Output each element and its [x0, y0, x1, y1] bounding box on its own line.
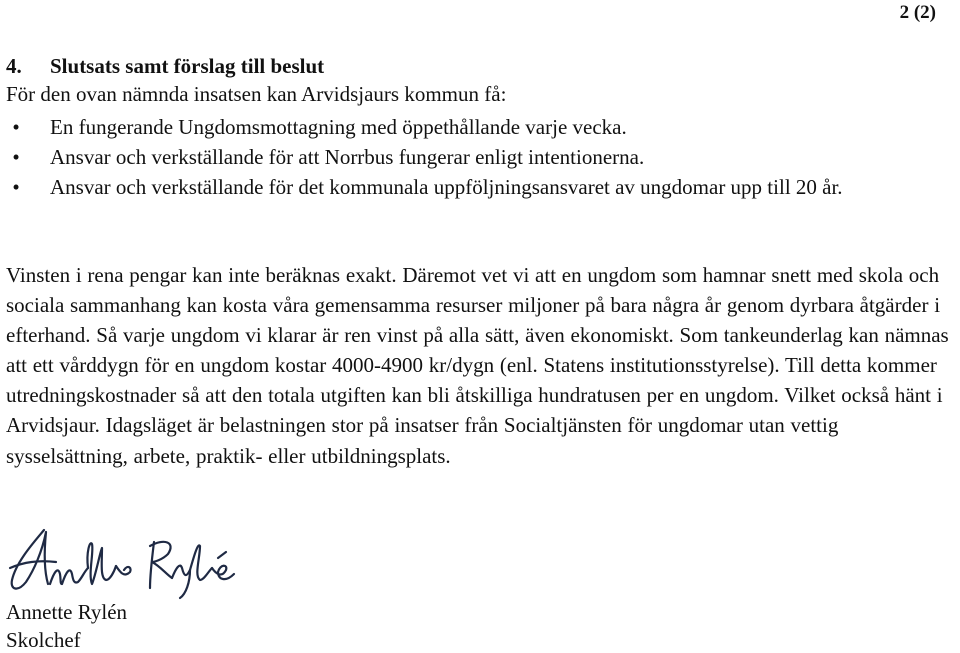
- bullet-list: [6, 112, 946, 202]
- bullet-item: [6, 142, 946, 172]
- intro-text: För den ovan nämnda insatsen kan Arvidsjaurs kommun få:: [6, 82, 507, 106]
- page-number: 2 (2): [899, 2, 936, 23]
- section-title: Slutsats samt förslag till beslut: [50, 54, 325, 78]
- section-number: 4.: [6, 54, 22, 78]
- signatory-title: Skolchef: [6, 628, 81, 652]
- bullet-text: Ansvar och verkställande för det kommunala uppföljningsansvaret av ungdomar upp till 20 år.: [50, 175, 843, 199]
- section-heading: [6, 54, 324, 79]
- bullet-item: [6, 112, 946, 142]
- bullet-icon: •: [12, 145, 20, 169]
- handwritten-signature: [4, 522, 244, 600]
- signatory-name: Annette Rylén: [6, 600, 128, 624]
- bullet-icon: •: [12, 115, 20, 139]
- bullet-text: Ansvar och verkställande för att Norrbus fungerar enligt intentionerna.: [50, 145, 645, 169]
- bullet-item: [6, 172, 946, 202]
- bullet-icon: •: [12, 175, 20, 199]
- bullet-text: En fungerande Ungdomsmottagning med öppethållande varje vecka.: [50, 115, 627, 139]
- body-paragraph: Vinsten i rena pengar kan inte beräknas exakt. Däremot vet vi att en ungdom som hamnar snett med skola och sociala sammanhang kan kosta våra gemensamma resurser miljoner på bara några år genom dyrbara åtgärder i efterhand. Så varje ungdom vi klarar är ren vinst på alla sätt, även ekonomiskt. Som tankeunderlag kan nämnas att ett vårddygn för en ungdom kostar 4000-4900 kr/dygn (enl. Statens institutionsstyrelse). Till detta kommer utredningskostnader så att den totala utgiften kan bli åtskilliga hundratusen per en ungdom. Vilket också hänt i Arvidsjaur. Idagsläget är belastningen stor på insatser från Socialtjänsten för ungdomar utan vettig sysselsättning, arbete, praktik- eller utbildningsplats.: [6, 263, 949, 468]
